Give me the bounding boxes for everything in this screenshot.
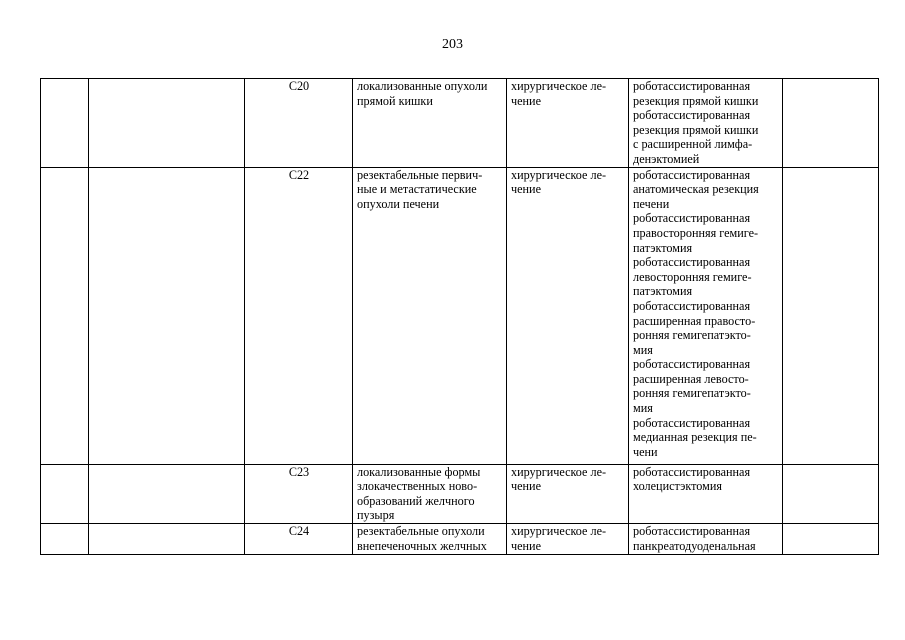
method-line: медианная резекция пе- [633,430,757,445]
method-line: роботассистированная [633,108,751,123]
method-line: роботассистированная [633,298,751,313]
method-line: патэктомия [633,240,693,255]
icd-code-cell: C22 [245,167,353,464]
diagnosis-line: внепеченочных желчных [357,538,487,553]
method-line: ронняя гемигепатэкто- [633,386,751,401]
method-line: правосторонняя гемиге- [633,225,759,240]
page-number: 203 [442,37,463,52]
table-row [41,464,879,523]
table-row [41,79,879,168]
diagnosis-cell [353,79,507,168]
treatment-cell [507,79,629,168]
diagnosis-line: образований желчного [357,493,475,508]
method-line: печени [633,196,670,211]
method-line: роботассистированная [633,211,751,226]
treatment-line: хирургическое ле- [511,167,607,182]
method-line: анатомическая резекция [633,182,759,197]
table-row [41,523,879,554]
method-line: левосторонняя гемиге- [633,269,752,284]
diagnosis-cell [353,523,507,554]
method-line: чени [633,444,658,459]
method-line: патэктомия [633,284,693,299]
treatment-line: чение [511,93,541,108]
empty-cell-b [89,79,245,168]
method-cell [629,523,783,554]
diagnosis-cell [353,464,507,523]
treatment-cell [507,464,629,523]
icd-code-cell: C20 [245,79,353,168]
treatment-line: хирургическое ле- [511,79,607,93]
method-line: панкреатодуоденальная [633,538,756,553]
table-row [41,167,879,464]
diagnosis-line: опухоли печени [357,196,440,211]
method-line: расширенная правосто- [633,313,756,328]
diagnosis-line: резектабельные первич- [357,167,483,182]
method-cell [629,79,783,168]
empty-cell-a [41,464,89,523]
icd-code-cell: C23 [245,464,353,523]
procedures-table [40,78,879,555]
method-line: с расширенной лимфа- [633,137,753,152]
treatment-line: чение [511,479,541,494]
method-line: денэктомией [633,151,700,166]
method-line: ронняя гемигепатэкто- [633,328,751,343]
diagnosis-line: ные и метастатические [357,182,477,197]
method-line: расширенная левосто- [633,371,749,386]
method-line: мия [633,342,653,357]
method-line: роботассистированная [633,167,751,182]
treatment-line: хирургическое ле- [511,523,607,538]
diagnosis-line: локализованные формы [357,464,481,479]
method-line: роботассистированная [633,464,751,479]
empty-cell-b [89,167,245,464]
diagnosis-line: пузыря [357,508,395,523]
empty-cell-c [783,523,879,554]
empty-cell-a [41,167,89,464]
method-cell [629,167,783,464]
icd-code-cell: C24 [245,523,353,554]
treatment-line: чение [511,182,541,197]
diagnosis-line: злокачественных ново- [357,479,478,494]
diagnosis-line: резектабельные опухоли [357,523,485,538]
empty-cell-c [783,79,879,168]
method-line: роботассистированная [633,79,751,93]
method-line: роботассистированная [633,357,751,372]
method-line: холецистэктомия [633,479,722,494]
method-line: мия [633,401,653,416]
empty-cell-c [783,464,879,523]
method-line: роботассистированная [633,415,751,430]
empty-cell-c [783,167,879,464]
method-line: резекция прямой кишки [633,93,759,108]
treatment-line: чение [511,538,541,553]
method-line: роботассистированная [633,255,751,270]
empty-cell-a [41,79,89,168]
diagnosis-line: прямой кишки [357,93,433,108]
empty-cell-a [41,523,89,554]
treatment-cell [507,167,629,464]
empty-cell-b [89,523,245,554]
method-line: резекция прямой кишки [633,122,759,137]
diagnosis-cell [353,167,507,464]
empty-cell-b [89,464,245,523]
treatment-line: хирургическое ле- [511,464,607,479]
method-cell [629,464,783,523]
diagnosis-line: локализованные опухоли [357,79,488,93]
method-line: роботассистированная [633,523,751,538]
treatment-cell [507,523,629,554]
